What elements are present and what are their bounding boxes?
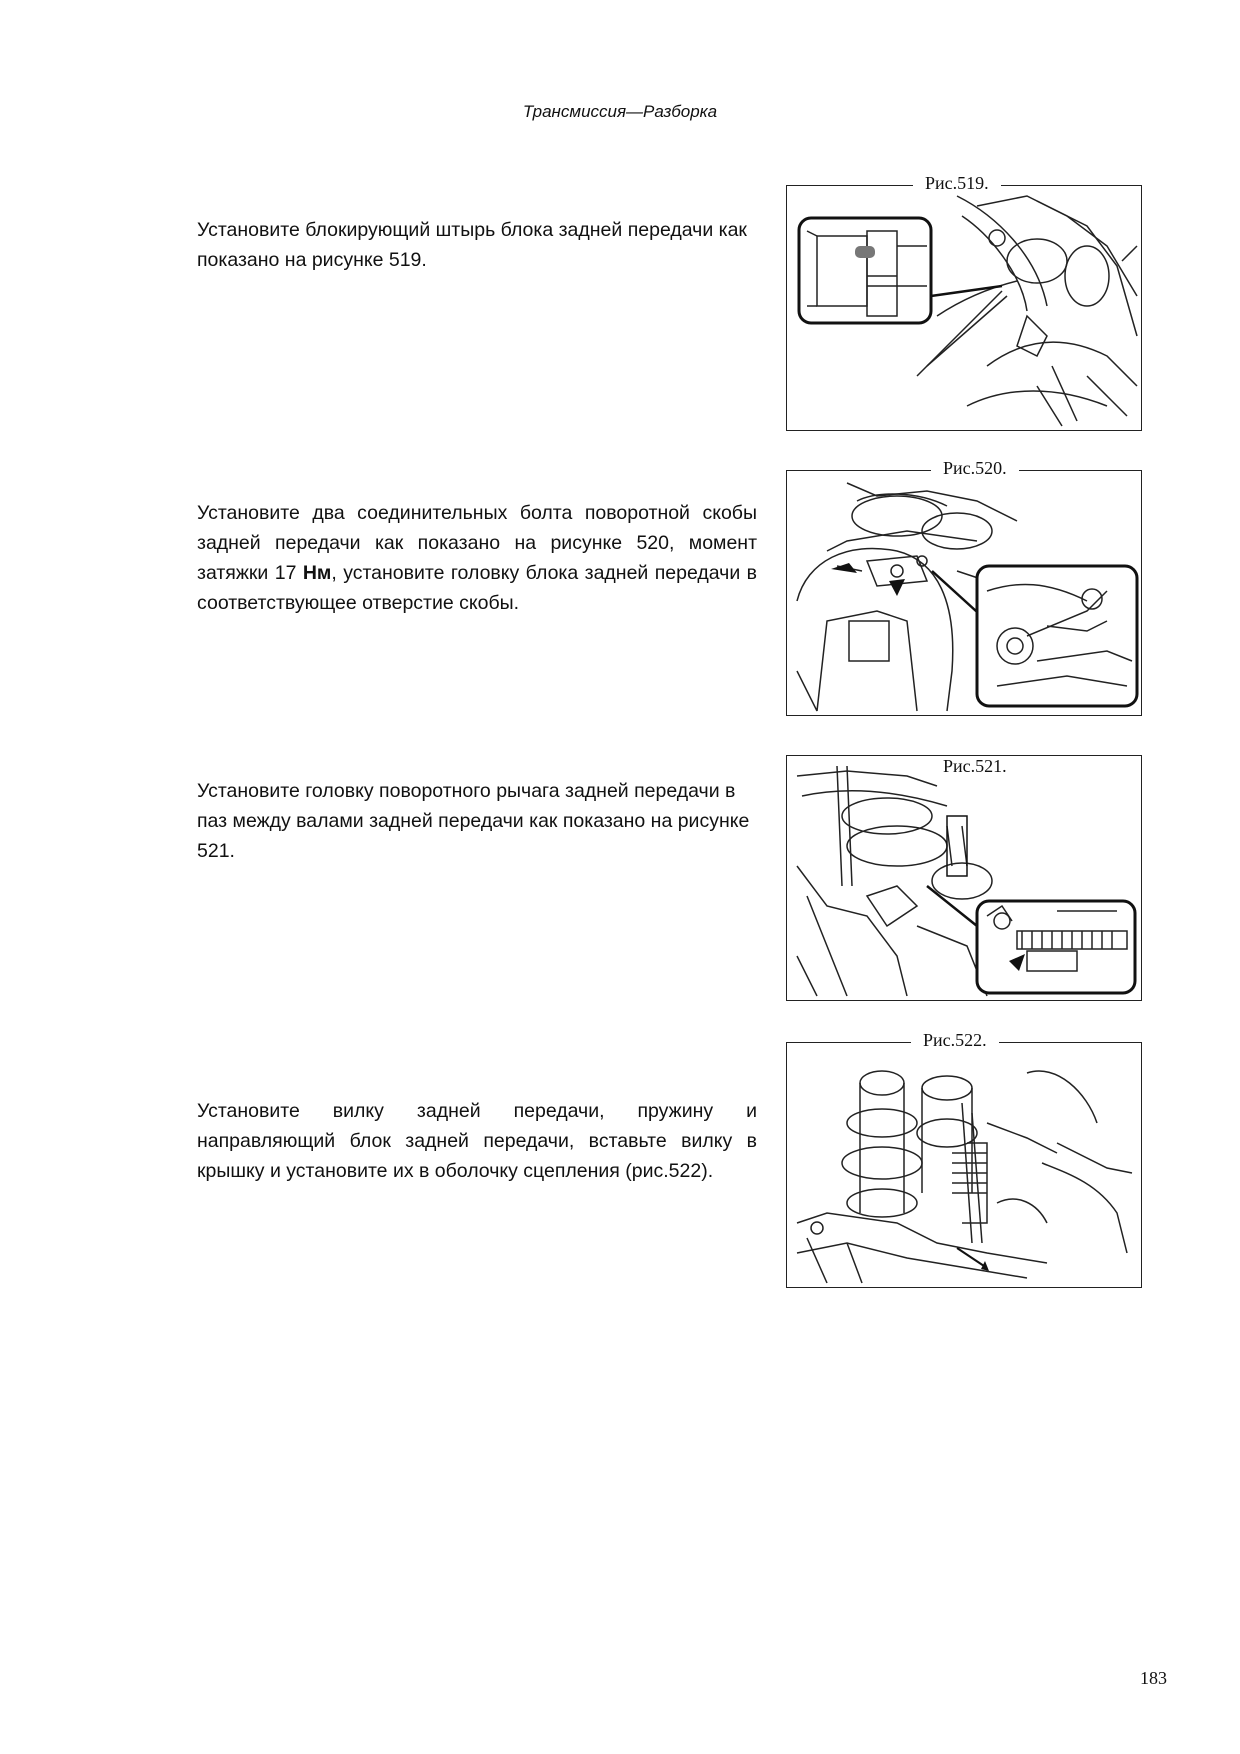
instruction-text-3: Установите головку поворотного рычага задней передачи в паз между валами задней передачи как показано на рисунке 521. bbox=[197, 780, 750, 862]
figure-521 bbox=[786, 755, 1142, 1001]
figure-520-drawing bbox=[787, 471, 1143, 717]
figure-522-drawing bbox=[787, 1043, 1143, 1289]
figure-519 bbox=[786, 173, 1142, 431]
instruction-text-4: Установите вилку задней передачи, пружину и направляющий блок задней передачи, вставьте вилку в крышку и установите их в оболочку сцепления (рис.522). bbox=[197, 1100, 757, 1182]
figure-521-drawing bbox=[787, 756, 1143, 1002]
figure-519-drawing bbox=[787, 186, 1143, 432]
instruction-text-2-part-1: Установите два соединительных болта поворотной скобы задней передачи как показано на рисунке 520, момент затяжки 17 bbox=[197, 502, 757, 584]
figure-caption-520: Рис.520. bbox=[931, 458, 1019, 478]
figure-522 bbox=[786, 1030, 1142, 1288]
instruction-text-1: Установите блокирующий штырь блока задней передачи как показано на рисунке 519. bbox=[197, 219, 747, 271]
instruction-text-2-part-2: , установите головку блока задней передачи в соответствующее отверстие скобы. bbox=[197, 562, 758, 614]
figure-caption-521: Рис.521. bbox=[931, 756, 1019, 776]
page-number: 183 bbox=[1140, 1668, 1167, 1688]
running-header: Трансмиссия—Разборка bbox=[522, 102, 718, 121]
figure-caption-519: Рис.519. bbox=[913, 173, 1001, 193]
instruction-text-2 bbox=[197, 498, 757, 618]
figure-caption-522: Рис.522. bbox=[911, 1030, 999, 1050]
torque-unit: Нм bbox=[302, 562, 332, 584]
figure-520 bbox=[786, 458, 1142, 716]
